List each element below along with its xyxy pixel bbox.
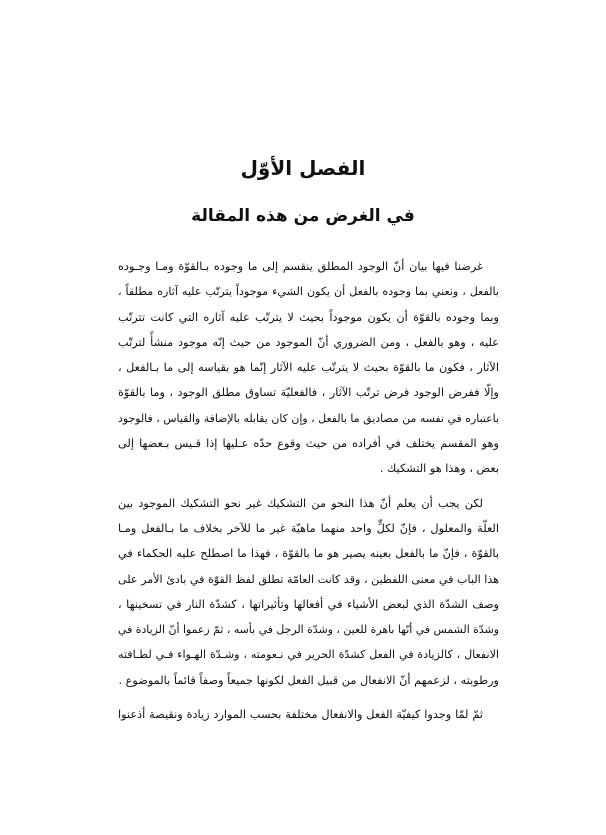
text-line: باعتباره في نفسه من مصاديق ما بالفعل ، وإن كان يقابله بالإضافة والقياس ، فالوجود	[118, 411, 499, 425]
text-line: ورطوبته ، لزعمهم أنّ الانفعال من قبيل الفعل لكونها جميعاً وصفاً قائماً بالموضوع .	[118, 673, 499, 687]
text-line: ثمّ لمّا وجدوا كيفيّة الفعل والانفعال مختلفة بحسب الموارد زيادة ونقيصة أذعنوا	[118, 708, 483, 722]
text-line: وشدّة الشمس في أنّها باهرة للعين ، وشدّة الرجل في بأسه ، ثمّ زعموا أنّ الزيادة في	[118, 623, 499, 637]
text-line: وصف الشدّة الذي لبعض الأشياء في أفعالها وتأثيراتها ، كشدّة النار في تسخينها ،	[118, 597, 499, 611]
text-line: الآثار ، فكون ما بالقوّة بحيث لا يترتّب عليه الآثار إنّما هو بقياسه إلى ما بـالفعل ،	[118, 361, 499, 375]
paragraph	[118, 702, 499, 727]
text-line: وإلّا ففرض الوجود فرض ترتّب الآثار ، فالفعليّة تساوق مطلق الوجود ، وما بالقوّة	[118, 386, 499, 400]
chapter-title: الفصل الأوّل	[240, 156, 366, 180]
text-line: العلّة والمعلول ، فإنّ لكلٍّ واحد منهما ماهيّة غير ما للآخر بخلاف ما بـالفعل ومـا	[118, 521, 499, 535]
text-line: لكن يجب أن يعلم أنّ هذا النحو من التشكيك غير نحو التشكيك الموجود بين	[118, 496, 483, 510]
text-line: وهو المقسم يختلف في أفراده من حيث وقوع حدّه عـليها إذا قـيس بـعضها إلى	[118, 437, 499, 451]
body-text	[118, 254, 499, 727]
text-line: عليه ، وهو بالفعل ، ومن الضروري أنّ الموجود من حيث إنّه موجود منشأً لترتّب	[118, 335, 499, 349]
text-line: وبما وجوده بالقوّة أن يكون موجوداً بحيث لا يترتّب عليه آثاره التي كانت تترتّب	[118, 310, 499, 324]
paragraph	[118, 254, 499, 482]
text-line: بعض ، وهذا هو التشكيك .	[379, 462, 499, 476]
text-line: بالفعل ، ونعني بما وجوده بالفعل أن يكون الشيء موجوداً يترتّب عليه آثاره مطلقاً ،	[118, 285, 499, 299]
text-line: الانفعال ، كالزيادة في الفعل كشدّة الحرير في نـعومته ، وشـدّة الهـواء فـي لطـافته	[118, 648, 499, 662]
text-line: هذا الباب في معنى اللفظين ، وقد كانت العامّة تطلق لفظ القوّة في بادئ الأمر على	[118, 572, 499, 586]
text-line: بالقوّة ، فإنّ ما بالفعل بعينه يصير هو ما بالقوّة ، فهذا ما اصطلح عليه الحكماء في	[118, 547, 499, 561]
paragraph	[118, 491, 499, 693]
section-title: في الغرض من هذه المقالة	[191, 206, 415, 226]
text-line: غرضنا فيها بيان أنّ الوجود المطلق ينقسم إلى ما وجوده بـالقوّة ومـا وجـوده	[118, 260, 483, 273]
